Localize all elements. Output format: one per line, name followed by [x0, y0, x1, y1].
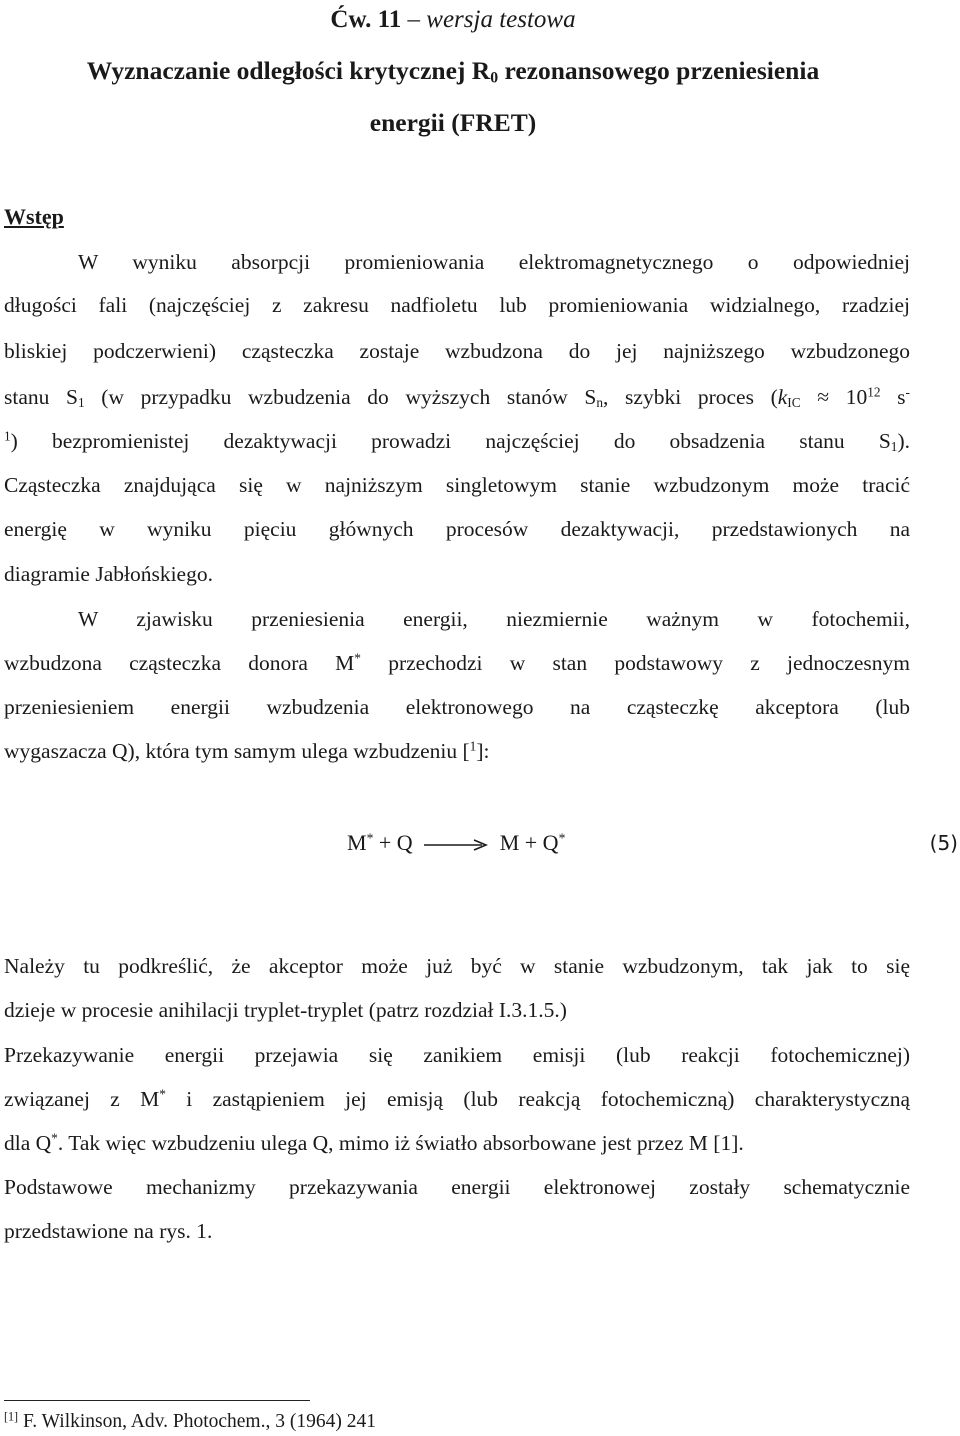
paragraph-1-line-1: W wyniku absorpcji promieniowania elektromagnetycznego o odpowiedniej	[78, 250, 910, 274]
paragraph-3-line-5: dla Q*. Tak więc wzbudzeniu ulega Q, mimo iż światło absorbowane jest przez M [1].	[4, 1130, 744, 1155]
paragraph-1-line-5: $^1$) bezpromienistej dezaktywacji prowadzi najczęściej do obsadzenia stanu $S_1$).	[4, 428, 910, 454]
document-title-line1: Wyznaczanie odległości krytycznej $R_0$ rezonansowego przeniesienia	[86, 56, 820, 87]
paragraph-1-line-7: energię w wyniku pięciu głównych procesów dezaktywacji, przedstawionych na	[4, 517, 910, 541]
section-heading: Wstęp	[4, 204, 64, 229]
paragraph-3-line-3: Przekazywanie energii przejawia się zanikiem emisji (lub reakcji fotochemicznej)	[4, 1043, 910, 1067]
equation-number: (5)	[929, 831, 958, 855]
exercise-heading	[0, 4, 906, 36]
paragraph-1-line-3: bliskiej podczerwieni) cząsteczka zostaje wzbudzona do jej najniższego wzbudzonego	[4, 339, 910, 363]
footnote-text: F. Wilkinson, Adv. Photochem., 3 (1964) 241	[18, 1411, 376, 1432]
paragraph-3-line-2: dzieje w procesie anihilacji tryplet-tryplet (patrz rozdział I.3.1.5.)	[4, 998, 567, 1022]
paragraph-1-line-6: Cząsteczka znajdująca się w najniższym singletowym stanie wzbudzonym może tracić	[4, 473, 910, 497]
paragraph-1-line-2: długości fali (najczęściej z zakresu nadfioletu lub promieniowania widzialnego, rzadziej	[4, 293, 910, 317]
paragraph-2-line-2: wzbudzona cząsteczka donora M* przechodzi w stan podstawowy z jednoczesnym	[4, 650, 910, 675]
paragraph-2-line-3: przeniesieniem energii wzbudzenia elektronowego na cząsteczkę akceptora (lub	[4, 695, 910, 719]
paragraph-1-line-4: stanu $S_1$ (w przypadku wzbudzenia do wyższych stanów $S_n$, szybki proces ($k_{IC} \approx 10^{12}$ s-	[4, 384, 910, 410]
document-title-line2: energii (FRET)	[369, 108, 537, 137]
equation-body: M* + Q M + Q*	[347, 830, 566, 855]
paragraph-3-line-4: związanej z M* i zastąpieniem jej emisją (lub reakcją fotochemiczną) charakterystyczną	[4, 1086, 910, 1111]
equation-5	[0, 826, 960, 860]
paragraph-1-line-8: diagramie Jabłońskiego.	[4, 562, 213, 586]
paragraph-2-line-4: wygaszacza Q), która tym samym ulega wzbudzeniu [$^1$]:	[4, 738, 490, 763]
footnote-divider	[4, 1400, 310, 1401]
exercise-dash: –	[401, 6, 427, 33]
exercise-version: wersja testowa	[426, 6, 576, 33]
paragraph-3-line-6: Podstawowe mechanizmy przekazywania energii elektronowej zostały schematycznie	[4, 1175, 910, 1199]
reaction-arrow-icon	[424, 838, 488, 852]
footnote-mark: [1]	[4, 1409, 19, 1424]
footnote	[4, 1410, 376, 1434]
exercise-number: Ćw. 11	[330, 6, 402, 33]
paragraph-2-line-1: W zjawisku przeniesienia energii, niezmiernie ważnym w fotochemii,	[78, 607, 910, 631]
paragraph-3-line-7: przedstawione na rys. 1.	[4, 1219, 213, 1243]
paragraph-3-line-1: Należy tu podkreślić, że akceptor może już być w stanie wzbudzonym, tak jak to się	[4, 954, 910, 978]
